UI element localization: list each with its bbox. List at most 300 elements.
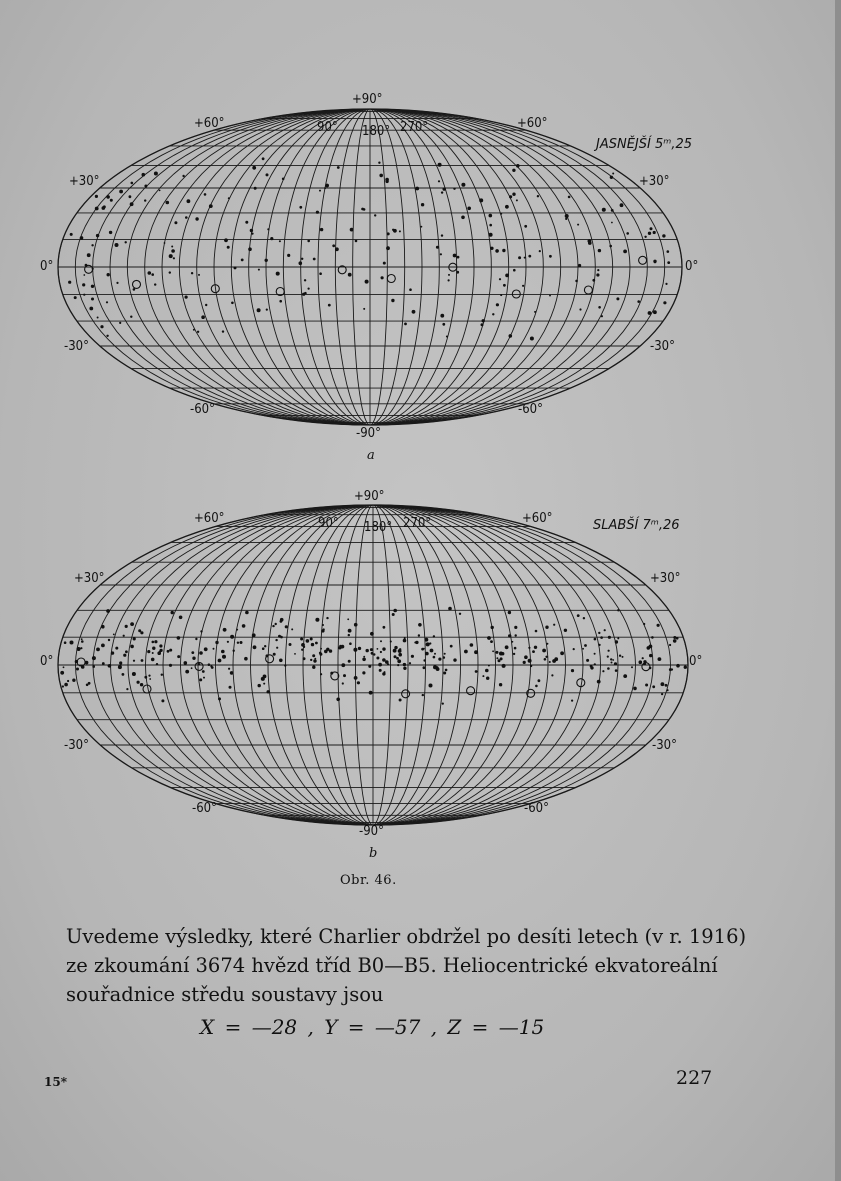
star-dot [299,261,303,265]
lon-label-90: 90° [317,120,338,135]
star-dot [577,614,580,617]
star-dot [156,663,158,665]
star-dot [328,304,331,307]
star-dot [348,273,352,277]
star-dot [374,214,376,216]
star-dot [434,653,436,655]
star-dot [554,657,558,661]
star-dot [397,664,399,666]
star-dot [524,655,528,659]
star-dot [251,233,253,235]
sky-map-b-grid [58,505,688,825]
star-dot [489,224,492,227]
star-dot [684,666,687,669]
page-number: 227 [676,1067,713,1089]
star-dot [167,650,170,653]
star-dot [87,253,91,257]
star-dot [313,659,316,662]
star-dot [489,214,493,218]
star-dot [505,205,509,209]
open-circle-marker [143,685,151,693]
star-dot [233,650,235,652]
star-dot [258,684,261,687]
star-dot [499,683,502,686]
star-dot [590,666,593,669]
star-dot [553,624,555,626]
star-dot [80,236,84,240]
star-dot [524,257,526,259]
star-dot [474,650,478,654]
lat-label-plus30-left: +30° [74,571,105,586]
star-dot [348,660,351,663]
star-dot [161,699,164,702]
star-dot [245,611,249,615]
star-dot [279,300,282,303]
star-dot [258,269,260,271]
star-dot [203,677,205,679]
star-dot [213,648,215,650]
star-dot [101,644,105,648]
lat-label-zero-left: 0° [40,654,54,669]
star-dot [92,656,96,660]
star-dot [324,187,326,189]
star-dot [669,644,671,646]
sky-map-a-grid [58,109,682,425]
star-dot [503,284,506,287]
star-dot [161,674,163,676]
star-dot [436,667,440,671]
star-dot [342,682,344,684]
star-dot [83,274,85,276]
star-dot [545,656,547,658]
star-dot [64,683,68,687]
star-dot [300,638,303,641]
star-dot [438,180,440,182]
lat-label-plus90: +90° [352,92,383,107]
star-dot [267,228,269,230]
star-dot [453,188,455,190]
star-dot [378,162,380,164]
star-dot [433,656,436,659]
printer-signature: 15* [44,1075,67,1089]
star-dot [195,638,197,640]
star-dot [648,232,651,235]
star-dot [404,323,407,326]
star-dot [229,686,232,689]
lat-label-plus60-right: +60° [517,116,548,131]
star-dot [601,315,603,317]
star-dot [464,650,468,654]
star-dot [619,655,621,657]
star-dot [539,250,541,252]
star-dot [118,665,122,669]
star-dot [96,234,99,237]
star-dot [130,645,134,649]
coordinates-equation: X = —28 , Y = —57 , Z = —15 [200,1015,545,1039]
star-dot [607,667,610,670]
star-dot [399,230,401,232]
star-dot [461,183,465,187]
star-dot [425,652,429,656]
star-dot [197,331,199,333]
star-dot [201,315,205,319]
star-dot [60,671,64,675]
star-dot [363,308,365,310]
star-dot [228,197,230,199]
star-dot [453,658,456,661]
star-dot [487,636,491,640]
body-paragraph [66,922,747,1009]
star-dot [122,673,125,676]
star-dot [575,280,578,283]
star-dot [594,638,597,641]
star-dot [535,630,538,633]
star-dot [508,634,511,637]
star-dot [610,658,612,660]
star-dot [515,634,517,636]
star-dot [100,325,103,328]
star-dot [512,641,514,643]
star-dot [250,229,253,232]
star-dot [193,329,195,331]
star-dot [436,246,439,249]
star-dot [429,684,433,688]
star-dot [320,228,323,231]
star-dot [470,643,474,647]
star-dot [673,639,677,643]
star-dot [597,680,601,684]
star-dot [244,657,248,661]
star-dot [325,184,329,188]
star-dot [267,690,270,693]
star-dot [423,659,425,661]
star-dot [152,641,155,644]
star-dot [549,661,551,663]
star-dot [582,648,584,650]
star-dot [355,240,358,243]
star-dot [362,658,366,662]
star-dot [661,682,665,686]
open-circle-marker [639,256,647,264]
star-dot [83,294,85,296]
star-dot [191,272,193,274]
sky-map-b [0,474,841,844]
sky-map-a [0,80,841,450]
star-dot [534,311,536,313]
star-dot [565,214,569,218]
star-dot [179,616,183,620]
star-dot [140,683,143,686]
star-dot [380,651,382,653]
star-dot [509,195,512,198]
star-dot [571,700,573,702]
star-dot [294,653,296,655]
star-dot [481,323,484,326]
star-dot [617,637,619,639]
star-dot [528,659,532,663]
star-dot [137,681,140,684]
star-dot [542,649,546,653]
star-dot [502,249,505,252]
star-dot [378,663,382,667]
star-dot [332,244,335,247]
star-dot [409,288,412,291]
star-dot [379,174,383,178]
star-dot [671,668,673,670]
star-dot [262,647,265,650]
star-dot [221,650,225,654]
star-dot [496,657,498,659]
paragraph-line: Uvedeme výsledky, které Charlier obdržel po desíti letech (v r. 1916) [66,925,747,948]
star-dot [287,254,290,257]
figure-label-b: b [369,846,378,861]
star-dot [240,641,243,644]
star-dot [157,651,161,655]
star-dot [336,698,340,702]
star-dot [151,273,154,276]
star-dot [198,663,201,666]
star-dot [144,185,147,188]
star-dot [546,643,548,645]
star-dot [598,632,600,634]
star-dot [354,623,358,627]
star-dot [169,271,171,273]
star-dot [422,694,424,696]
star-dot [218,697,221,700]
star-dot [103,205,106,208]
open-circle-marker [85,265,93,273]
star-dot [560,651,564,655]
star-dot [450,645,453,648]
star-dot [393,609,397,613]
star-dot [125,650,128,653]
star-dot [381,276,384,279]
star-dot [499,278,501,280]
star-dot [369,691,373,695]
star-dot [191,667,193,669]
star-dot [445,669,448,672]
star-dot [95,207,99,211]
star-dot [607,656,609,658]
star-dot [199,678,202,681]
star-dot [482,319,485,322]
star-dot [387,232,390,235]
star-dot [614,662,617,665]
star-dot [154,640,157,643]
star-dot [115,243,119,247]
star-dot [530,337,534,341]
star-dot [125,241,127,243]
star-dot [218,659,222,663]
star-dot [265,259,268,262]
star-dot [528,647,530,649]
star-dot [571,669,574,672]
lon-label-90: 90° [318,516,339,531]
star-dot [164,242,166,244]
star-dot [583,617,585,619]
star-dot [169,649,172,652]
star-dot [313,258,316,261]
star-dot [518,256,521,259]
star-dot [306,639,310,643]
star-dot [130,202,134,206]
star-dot [144,199,146,201]
star-dot [616,297,619,300]
star-dot [199,651,203,655]
star-dot [598,306,601,309]
star-dot [393,229,397,233]
star-dot [215,641,218,644]
paragraph-line: souřadnice středu soustavy jsou [66,983,384,1006]
star-dot [598,249,601,252]
star-dot [631,666,633,668]
star-dot [597,269,599,271]
star-dot [341,663,345,667]
star-dot [343,674,346,677]
star-dot [224,238,228,242]
star-dot [132,672,136,676]
star-dot [182,175,184,177]
star-dot [443,187,446,190]
star-dot [80,647,82,649]
star-dot [82,283,85,286]
star-dot [513,269,516,272]
star-dot [421,226,423,228]
star-dot [394,646,397,649]
star-dot [62,685,64,687]
star-dot [500,213,502,215]
star-dot [663,301,666,304]
star-dot [596,273,599,276]
star-dot [376,657,379,660]
star-dot [461,216,465,220]
star-dot [608,650,610,652]
star-dot [386,246,390,250]
star-dot [312,666,315,669]
star-dot [133,660,135,662]
star-dot [608,636,611,639]
star-dot [314,658,316,660]
star-dot [91,285,94,288]
star-dot [377,648,379,650]
star-dot [440,253,442,255]
star-dot [123,654,126,657]
star-dot [513,653,515,655]
star-dot [348,629,352,633]
star-dot [403,663,406,666]
star-dot [588,241,592,245]
star-dot [403,639,407,643]
lat-label-plus30-right: +30° [650,571,681,586]
star-dot [252,166,256,170]
figure-label-a: a [367,448,375,463]
star-dot [370,632,374,636]
star-dot [647,646,651,650]
star-dot [304,279,306,281]
star-dot [142,173,146,177]
star-dot [488,665,490,667]
star-dot [643,623,645,625]
star-dot [438,163,442,167]
lat-label-minus30-left: -30° [64,738,89,753]
star-dot [412,310,416,314]
star-dot [421,203,424,206]
star-dot [368,665,371,668]
star-dot [514,626,517,629]
star-dot [492,313,494,315]
star-dot [516,164,520,168]
star-dot [312,654,315,657]
star-dot [508,611,511,614]
sky-map-a-stars [68,157,670,340]
star-dot [433,635,435,637]
star-dot [119,190,123,194]
star-dot [415,187,419,191]
star-dot [106,195,110,199]
star-dot [222,330,224,332]
star-dot [208,663,211,666]
star-dot [486,677,489,680]
star-dot [291,628,293,630]
lat-label-plus60-left: +60° [194,116,225,131]
lat-label-minus60-left: -60° [190,402,215,417]
star-dot [151,658,155,662]
star-dot [418,634,420,636]
star-dot [316,211,319,214]
star-dot [440,314,444,318]
star-dot [169,254,173,258]
star-dot [530,665,532,667]
star-dot [418,623,422,627]
star-dot [612,659,614,661]
star-dot [301,643,305,647]
lat-label-minus30-right: -30° [650,339,675,354]
star-dot [302,293,305,296]
star-dot [130,622,134,626]
star-dot [444,653,446,655]
star-dot [610,176,613,179]
star-dot [448,274,450,276]
star-dot [385,180,388,183]
star-dot [108,664,112,668]
star-dot [390,641,392,643]
star-dot [108,639,110,641]
star-dot [174,221,177,224]
star-dot [573,648,575,650]
star-dot [602,208,606,212]
star-dot [380,640,382,642]
star-dot [564,629,567,632]
lat-label-minus90: -90° [356,426,381,441]
star-dot [391,299,394,302]
lon-label-180: 180° [362,124,391,139]
star-dot [622,656,624,658]
lat-label-minus30-right: -30° [652,738,677,753]
star-dot [392,613,395,616]
star-dot [577,224,579,226]
star-dot [152,652,154,654]
star-dot [266,173,269,176]
star-dot [642,657,644,659]
open-circle-marker [331,672,339,680]
star-dot [358,647,361,650]
star-dot [500,294,502,296]
star-dot [275,623,277,625]
star-dot [133,637,136,640]
star-dot [323,628,325,630]
star-dot [148,675,150,677]
star-dot [241,259,244,262]
